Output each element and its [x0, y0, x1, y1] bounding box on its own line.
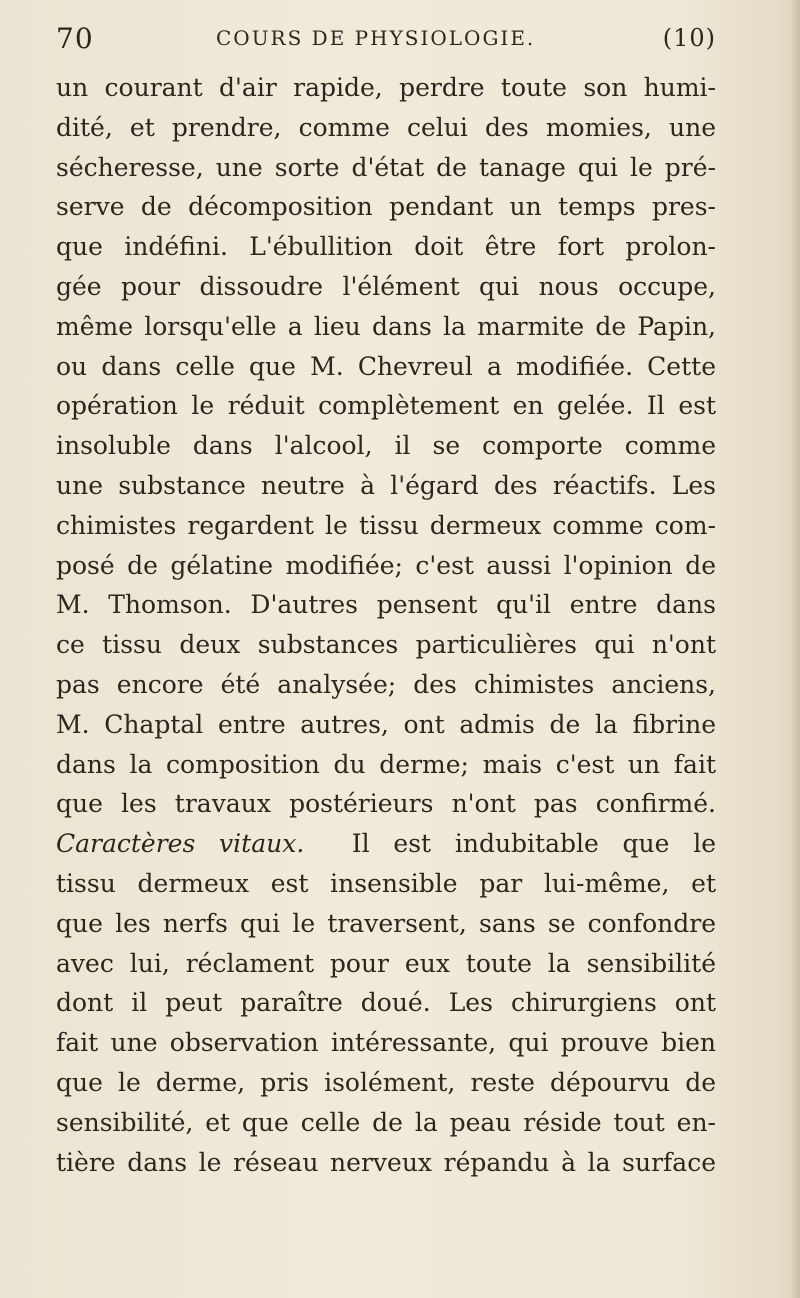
page-header: [56, 22, 716, 62]
text-line-with-heading: [56, 824, 716, 864]
text-line: ce tissu deux substances particulières qui n'ont: [56, 630, 716, 660]
text-line: pas encore été analysée; des chimistes anciens,: [56, 669, 716, 699]
text-line: posé de gélatine modifiée; c'est aussi l'opinion de: [56, 550, 716, 580]
italic-heading: Caractères vitaux.: [56, 829, 305, 859]
text-line: que indéfini. L'ébullition doit être fort prolon-: [56, 232, 716, 262]
text-line: gée pour dissoudre l'élément qui nous occupe,: [56, 271, 716, 301]
body-text: [56, 68, 716, 1182]
text-line: sensibilité, et que celle de la peau réside tout en-: [56, 1107, 716, 1137]
text-line: même lorsqu'elle a lieu dans la marmite de Papin,: [56, 311, 716, 341]
text-line: ou dans celle que M. Chevreul a modifiée. Cette: [56, 351, 716, 381]
text-line: opération le réduit complètement en gelée. Il est: [56, 391, 716, 421]
running-title: COURS DE PHYSIOLOGIE.: [216, 26, 536, 50]
text-line: M. Thomson. D'autres pensent qu'il entre dans: [56, 590, 716, 620]
text-line: que les nerfs qui le traversent, sans se confondre: [56, 908, 716, 938]
page-edge-shadow: [790, 0, 800, 1298]
page-number: 70: [56, 22, 94, 55]
section-number: (10): [662, 24, 716, 52]
text-line: chimistes regardent le tissu dermeux comme com-: [56, 510, 716, 540]
text-line: que le derme, pris isolément, reste dépourvu de: [56, 1067, 716, 1097]
text-line: serve de décomposition pendant un temps pres-: [56, 192, 716, 222]
text-line: dité, et prendre, comme celui des momies, une: [56, 112, 716, 142]
text-line: dans la composition du derme; mais c'est un fait: [56, 749, 716, 779]
text-line: insoluble dans l'alcool, il se comporte comme: [56, 431, 716, 461]
text-line: une substance neutre à l'égard des réactifs. Les: [56, 470, 716, 500]
text-line: sécheresse, une sorte d'état de tanage qui le pré-: [56, 152, 716, 182]
text-line: dont il peut paraître doué. Les chirurgiens ont: [56, 988, 716, 1018]
text-line: que les travaux postérieurs n'ont pas confirmé.: [56, 789, 716, 819]
text-line: tissu dermeux est insensible par lui-même, et: [56, 868, 716, 898]
text-line-rest: Il est indubitable que le: [351, 829, 716, 859]
text-line: fait une observation intéressante, qui prouve bien: [56, 1028, 716, 1058]
text-line: un courant d'air rapide, perdre toute son humi-: [56, 73, 716, 102]
text-line: tière dans le réseau nerveux répandu à la surface: [56, 1147, 716, 1177]
text-line: M. Chaptal entre autres, ont admis de la fibrine: [56, 709, 716, 739]
text-line: avec lui, réclament pour eux toute la sensibilité: [56, 948, 716, 978]
